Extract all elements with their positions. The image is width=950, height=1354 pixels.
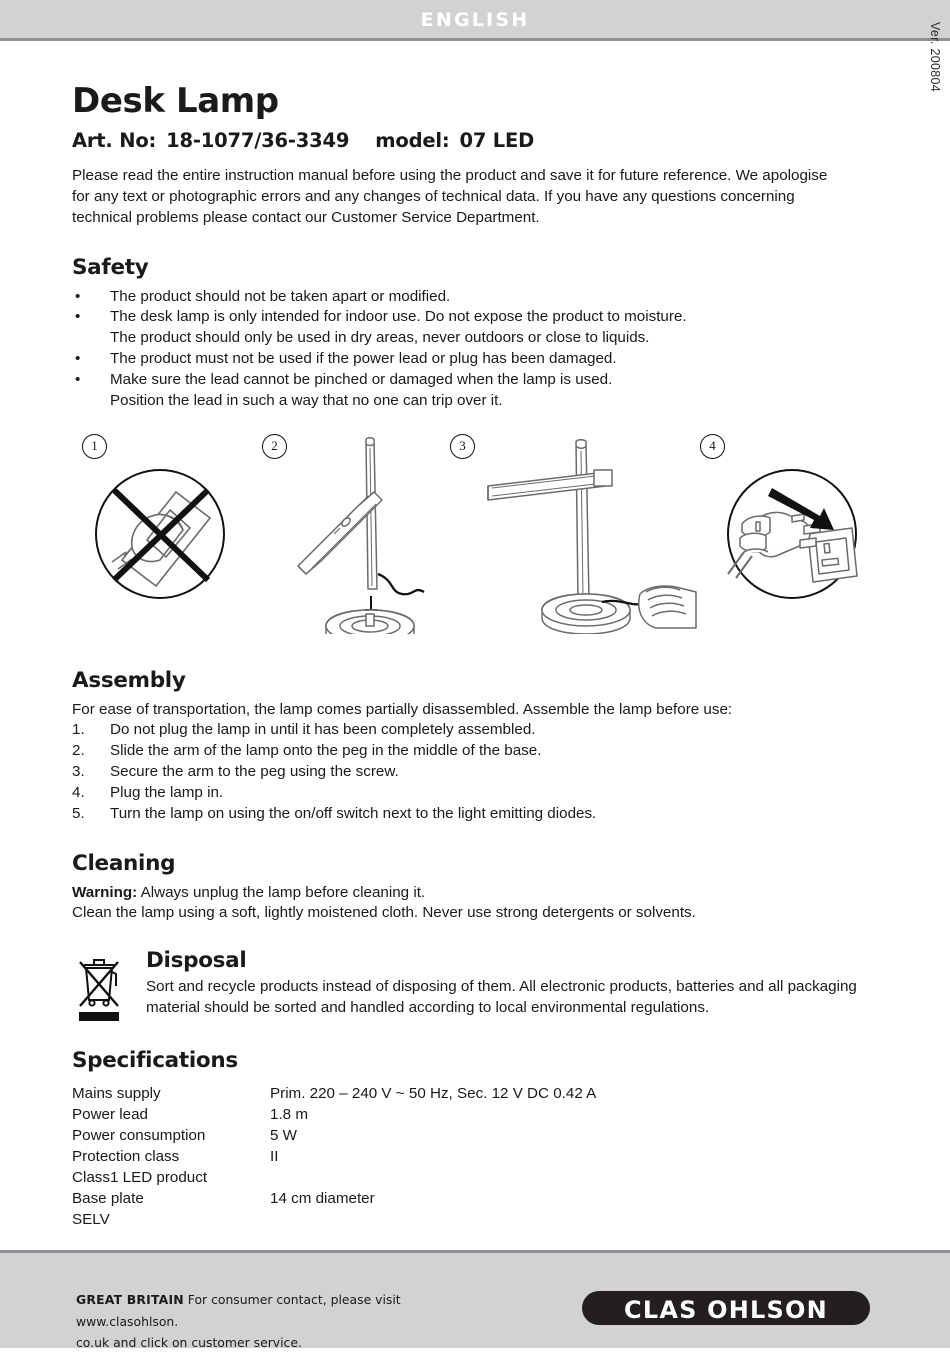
spec-value: Prim. 220 – 240 V ~ 50 Hz, Sec. 12 V DC 0.42 A	[270, 1085, 597, 1103]
list-item	[72, 370, 872, 412]
spec-value: 14 cm diameter	[270, 1190, 375, 1208]
spec-value	[270, 1168, 596, 1189]
list-item-number: 1.	[72, 721, 85, 739]
list-item-continuation: The product should only be used in dry areas, never outdoors or close to liquids.	[110, 329, 650, 347]
intro-paragraph: Please read the entire instruction manual before using the product and save it for future reference. We apologise for any text or photographic errors and any changes of technical data. If you have any questions concerning technical problems please contact our Customer Service Department.	[72, 166, 828, 226]
country-label: GREAT BRITAIN	[76, 1292, 184, 1307]
safety-bullet-list	[72, 287, 872, 412]
table-row	[72, 1084, 596, 1105]
cleaning-heading: Cleaning	[72, 850, 176, 876]
spec-key: Protection class	[72, 1148, 180, 1166]
cleaning-warning-line	[72, 883, 872, 904]
version-label: Ver. 200804	[928, 21, 942, 92]
page-content	[72, 41, 872, 1231]
weee-crossed-out-wheelie-bin-icon	[76, 950, 122, 1024]
disposal-text: Sort and recycle products instead of disposing of them. All electronic products, batteries and all packaging material should be sorted and handled according to local environmental regulations.	[146, 978, 857, 1017]
assembly-illustrations	[72, 434, 872, 642]
list-item-text: Plug the lamp in.	[110, 783, 224, 801]
spec-key: SELV	[72, 1211, 110, 1228]
list-item-continuation: Position the lead in such a way that no one can trip over it.	[110, 391, 503, 409]
list-item-text: Turn the lamp on using the on/off switch next to the light emitting diodes.	[110, 804, 597, 822]
table-row	[72, 1105, 596, 1126]
contact-line-1: For consumer contact, please visit www.clasohlson.	[76, 1292, 401, 1329]
artno-label: Art. No:	[72, 128, 157, 152]
do-not-plug-in-circle-icon	[84, 456, 244, 621]
list-item	[72, 804, 872, 825]
cleaning-instruction-line: Clean the lamp using a soft, lightly moistened cloth. Never use strong detergents or solvents.	[72, 904, 696, 922]
list-item	[72, 762, 872, 783]
figure-number-1: 1	[82, 434, 107, 459]
list-item	[72, 783, 872, 804]
figure-number-4: 4	[700, 434, 725, 459]
list-item-text: Secure the arm to the peg using the screw.	[110, 763, 399, 781]
table-row	[72, 1210, 596, 1231]
table-row	[72, 1189, 596, 1210]
list-item	[72, 349, 872, 370]
spec-key: Power lead	[72, 1106, 148, 1124]
list-item-number: 5.	[72, 804, 85, 822]
list-item-number: 4.	[72, 783, 85, 801]
spec-key: Power consumption	[72, 1127, 206, 1145]
spec-value	[270, 1210, 596, 1231]
list-item-number: 3.	[72, 763, 85, 781]
bullet-icon: •	[75, 287, 81, 305]
list-item-text: Make sure the lead cannot be pinched or damaged when the lamp is used.	[110, 370, 613, 388]
article-number-line	[72, 129, 872, 152]
plug-into-socket-circle-icon	[712, 456, 877, 621]
page-footer	[0, 1250, 950, 1351]
safety-heading: Safety	[72, 254, 149, 280]
secure-arm-with-screw-icon	[470, 434, 700, 639]
logo-text: CLAS OHLSON	[624, 1296, 828, 1324]
model-value: 07 LED	[459, 128, 535, 152]
list-item-text: The product must not be used if the power lead or plug has been damaged.	[110, 350, 617, 368]
language-band	[0, 0, 950, 41]
list-item	[72, 741, 872, 762]
contact-line-2: co.uk and click on customer service.	[76, 1335, 302, 1351]
assembly-step-list	[72, 720, 872, 824]
warning-text: Always unplug the lamp before cleaning it.	[137, 883, 426, 901]
specifications-table	[72, 1084, 596, 1231]
consumer-contact-text	[76, 1289, 496, 1354]
list-item	[72, 307, 872, 349]
page-title: Desk Lamp	[72, 81, 279, 121]
spec-key: Mains supply	[72, 1085, 161, 1103]
spec-value: II	[270, 1148, 279, 1166]
clas-ohlson-logo	[582, 1291, 870, 1325]
figure-number-3: 3	[450, 434, 475, 459]
list-item-text: Do not plug the lamp in until it has been completely assembled.	[110, 721, 536, 739]
list-item-text: The desk lamp is only intended for indoor use. Do not expose the product to moisture.	[110, 308, 687, 326]
list-item	[72, 720, 872, 741]
slide-arm-onto-peg-icon	[282, 434, 462, 639]
bullet-icon: •	[75, 308, 81, 326]
list-item-text: Slide the arm of the lamp onto the peg in the middle of the base.	[110, 742, 542, 760]
figure-number-2: 2	[262, 434, 287, 459]
spec-key: Class1 LED product	[72, 1169, 208, 1187]
specifications-heading: Specifications	[72, 1048, 238, 1074]
spec-value: 1.8 m	[270, 1106, 308, 1124]
disposal-block	[72, 948, 872, 1024]
list-item-number: 2.	[72, 742, 85, 760]
assembly-heading: Assembly	[72, 667, 186, 693]
list-item-text: The product should not be taken apart or modified.	[110, 287, 451, 305]
list-item	[72, 287, 872, 308]
spec-key: Base plate	[72, 1190, 144, 1208]
model-label: model:	[375, 128, 450, 152]
bullet-icon: •	[75, 350, 81, 368]
language-label: ENGLISH	[420, 9, 530, 31]
warning-label: Warning:	[72, 883, 138, 901]
table-row	[72, 1126, 596, 1147]
table-row	[72, 1168, 596, 1189]
table-row	[72, 1147, 596, 1168]
artno-value: 18-1077/36-3349	[166, 128, 350, 152]
bullet-icon: •	[75, 370, 81, 388]
disposal-heading: Disposal	[146, 948, 247, 974]
assembly-intro: For ease of transportation, the lamp comes partially disassembled. Assemble the lamp before use:	[72, 700, 733, 718]
spec-value: 5 W	[270, 1127, 298, 1145]
